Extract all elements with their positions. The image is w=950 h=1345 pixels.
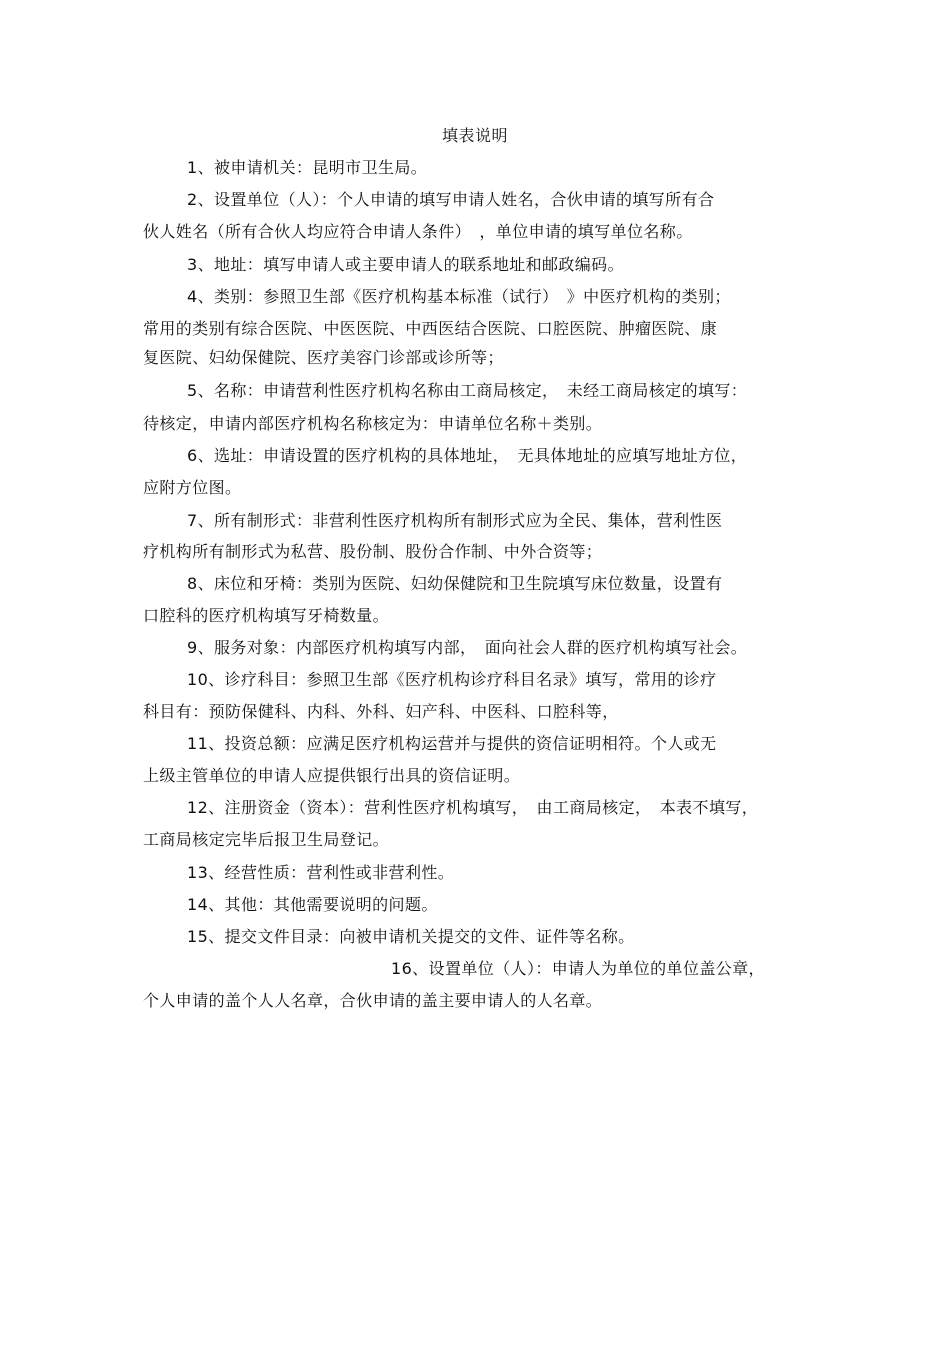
item-4-cont-1: 常用的类别有综合医院、中医医院、中西医结合医院、口腔医院、肿瘤医院、康 [143,319,718,338]
item-4-cont-2: 复医院、妇幼保健院、医疗美容门诊部或诊所等； [143,348,504,367]
item-5: 5、名称：申请营利性医疗机构名称由工商局核定， 未经工商局核定的填写： [187,381,748,400]
item-11: 11、投资总额：应满足医疗机构运营并与提供的资信证明相符。个人或无 [187,734,717,753]
item-2: 2、设置单位（人）：个人申请的填写申请人姓名，合伙申请的填写所有合 [187,190,715,209]
item-9: 9、服务对象：内部医疗机构填写内部， 面向社会人群的医疗机构填写社会。 [187,638,748,657]
item-6-cont: 应附方位图。 [143,478,242,497]
item-16-cont: 个人申请的盖个人人名章，合伙申请的盖主要申请人的人名章。 [143,991,603,1010]
item-5-cont: 待核定，申请内部医疗机构名称核定为：申请单位名称＋类别。 [143,414,603,433]
item-7: 7、所有制形式：非营利性医疗机构所有制形式应为全民、集体，营利性医 [187,511,723,530]
item-13: 13、经营性质：营利性或非营利性。 [187,863,455,882]
item-10-cont: 科目有：预防保健科、内科、外科、妇产科、中医科、口腔科等， [143,702,619,721]
item-3: 3、地址：填写申请人或主要申请人的联系地址和邮政编码。 [187,255,624,274]
item-12-cont: 工商局核定完毕后报卫生局登记。 [143,830,390,849]
item-8: 8、床位和牙椅：类别为医院、妇幼保健院和卫生院填写床位数量，设置有 [187,574,723,593]
item-4: 4、类别：参照卫生部《医疗机构基本标准（试行） 》中医疗机构的类别； [187,287,731,306]
item-6: 6、选址：申请设置的医疗机构的具体地址， 无具体地址的应填写地址方位， [187,446,748,465]
item-8-cont: 口腔科的医疗机构填写牙椅数量。 [143,606,390,625]
item-10: 10、诊疗科目：参照卫生部《医疗机构诊疗科目名录》填写，常用的诊疗 [187,670,717,689]
item-14: 14、其他：其他需要说明的问题。 [187,895,438,914]
item-12: 12、注册资金（资本）：营利性医疗机构填写， 由工商局核定， 本表不填写， [187,798,759,817]
document-title: 填表说明 [441,126,508,145]
item-11-cont: 上级主管单位的申请人应提供银行出具的资信证明。 [143,766,521,785]
item-15: 15、提交文件目录：向被申请机关提交的文件、证件等名称。 [187,927,635,946]
item-2-cont: 伙人姓名（所有合伙人均应符合申请人条件） ，单位申请的填写单位名称。 [143,222,693,241]
item-16: 16、设置单位（人）：申请人为单位的单位盖公章， [391,959,765,978]
item-7-cont: 疗机构所有制形式为私营、股份制、股份合作制、中外合资等； [143,542,603,561]
item-1: 1、被申请机关：昆明市卫生局。 [187,158,428,177]
